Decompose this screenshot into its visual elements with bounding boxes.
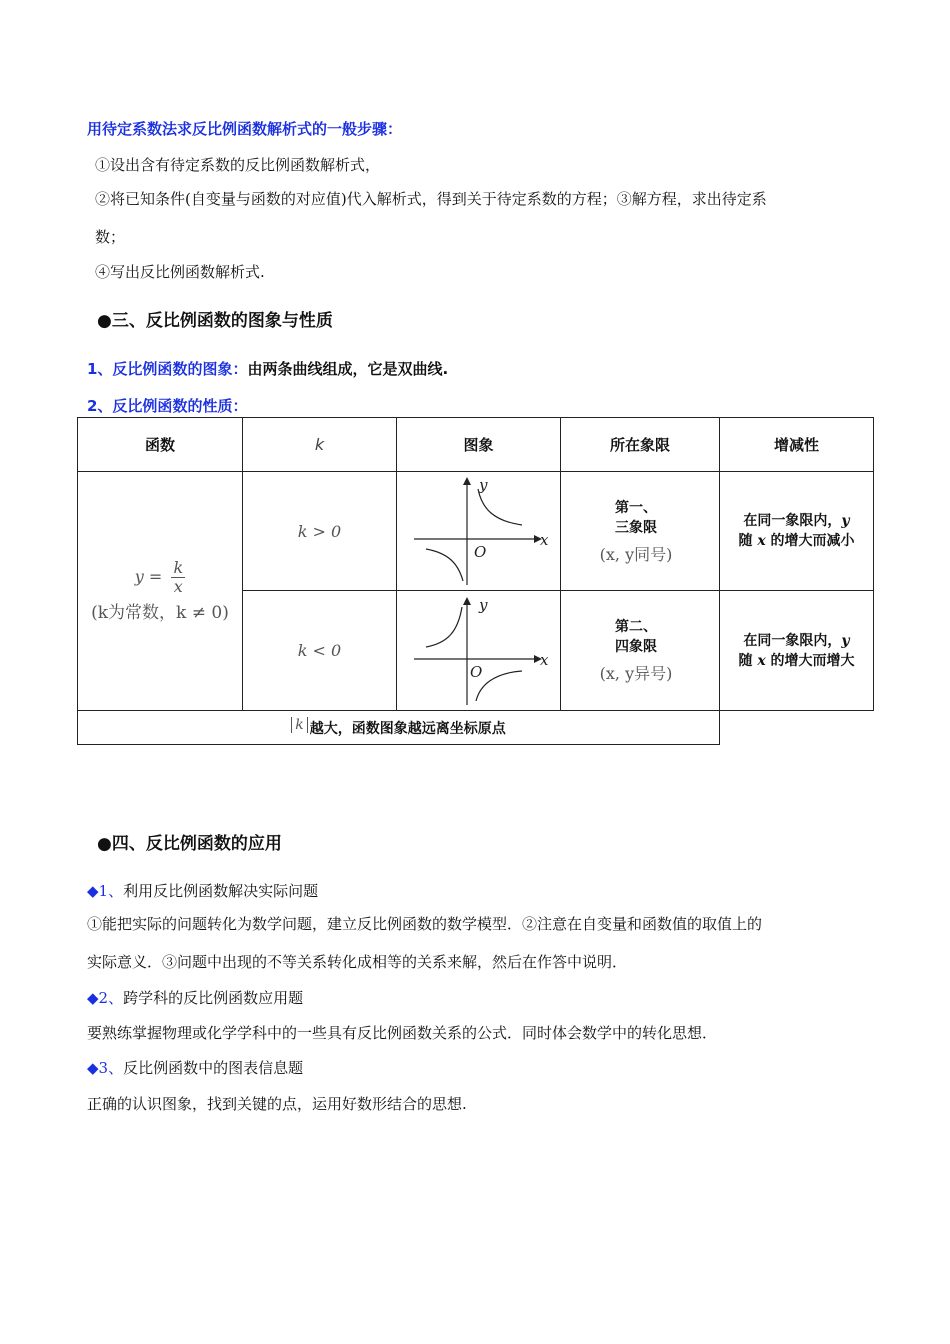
section4-sub1-body-line1: ①能把实际的问题转化为数学问题，建立反比例函数的数学模型．②注意在自变量和函数值的取值上的: [87, 915, 763, 933]
section3-item2-label: 2、反比例函数的性质：: [87, 397, 248, 415]
table-header-row: [78, 418, 874, 472]
quadrant-positive-relation: (x, y同号): [599, 544, 673, 564]
trend-negative-var-x: x: [757, 652, 766, 669]
quadrant-negative-relation: (x, y异号): [599, 664, 673, 683]
quadrant-negative-line1: 第二、: [615, 619, 657, 635]
origin-label: O: [473, 543, 486, 561]
trend-negative-with: 随: [738, 652, 753, 669]
method-step-1: ①设出含有待定系数的反比例函数解析式，: [95, 156, 381, 174]
graph-positive-cell: [397, 472, 561, 591]
quadrant-negative-line2: 四象限: [615, 639, 657, 655]
section4-heading: ●四、反比例函数的应用: [97, 834, 282, 854]
k-negative-cell: k < 0: [243, 591, 397, 711]
section4-sub1: [87, 880, 318, 901]
origin-label: O: [469, 662, 482, 681]
trend-positive-with: 随: [738, 533, 753, 549]
quadrant-positive-line2: 三象限: [615, 519, 657, 536]
abs-k: k: [291, 717, 307, 733]
footer-note-text: 越大，函数图象越远离坐标原点: [309, 721, 506, 737]
k-positive-cell: k > 0: [243, 472, 397, 591]
function-cell: [78, 472, 243, 711]
diamond-icon: ◆2、: [87, 989, 124, 1007]
section3-item1-label: 1、反比例函数的图象：: [87, 360, 248, 378]
section3-item1-text: 由两条曲线组成，它是双曲线.: [247, 360, 449, 378]
axis-y-label: y: [478, 595, 487, 614]
diamond-icon: ◆3、: [87, 1059, 124, 1077]
table-row: [78, 472, 874, 591]
table-footer-row: [78, 711, 874, 745]
trend-negative-suffix: 的增大而增大: [770, 652, 855, 669]
trend-negative-var-y: y: [841, 632, 850, 649]
function-formula: [78, 559, 242, 596]
trend-positive-cell: [720, 472, 874, 591]
branch-q2: [426, 607, 462, 647]
trend-positive-var-x: x: [757, 533, 766, 549]
axis-x-label: x: [539, 650, 548, 669]
section4-sub2-body: 要熟练掌握物理或化学学科中的一些具有反比例函数关系的公式．同时体会数学中的转化思想．: [87, 1024, 718, 1042]
section4-sub3-body: 正确的认识图象，找到关键的点，运用好数形结合的思想.: [87, 1095, 467, 1113]
hyperbola-positive-graph: [404, 473, 554, 585]
branch-q3: [426, 549, 463, 581]
section4-sub2-title: 跨学科的反比例函数应用题: [123, 989, 304, 1007]
section3-heading: ●三、反比例函数的图象与性质: [97, 311, 333, 331]
function-condition: (k为常数，k ≠ 0): [91, 603, 229, 623]
method-step-2-line2: 数；: [95, 228, 126, 246]
fraction-denominator: x: [173, 577, 183, 596]
header-function: 函数: [78, 418, 243, 472]
quadrant-positive-cell: [561, 472, 720, 591]
quadrant-positive-line1: 第一、: [615, 499, 657, 516]
graph-negative-cell: [397, 591, 561, 711]
function-lhs: y =: [134, 567, 163, 586]
section4-sub1-body-line2: 实际意义．③问题中出现的不等关系转化成相等的关系来解，然后在作答中说明．: [87, 953, 628, 971]
header-quadrant: 所在象限: [561, 418, 720, 472]
method-step-3: ④写出反比例函数解析式.: [95, 263, 265, 281]
branch-q1: [478, 489, 522, 525]
section3-item1: [87, 358, 448, 379]
method-step-2-line1: ②将已知条件(自变量与函数的对应值)代入解析式，得到关于待定系数的方程；③解方程，求出待定系: [95, 190, 767, 208]
branch-q4: [476, 671, 522, 701]
axis-x-label: x: [539, 531, 548, 549]
quadrant-negative-cell: [561, 591, 720, 711]
header-k: k: [243, 418, 397, 472]
axis-y-label: y: [478, 476, 487, 494]
trend-positive-suffix: 的增大而减小: [770, 533, 855, 549]
fraction-numerator: k: [173, 558, 184, 577]
section4-sub3: [87, 1057, 303, 1078]
header-graph: 图象: [397, 418, 561, 472]
hyperbola-negative-graph: [404, 593, 554, 705]
method-title: 用待定系数法求反比例函数解析式的一般步骤：: [87, 120, 403, 138]
trend-positive-var-y: y: [841, 513, 850, 529]
footer-note-cell: [78, 711, 720, 745]
diamond-icon: ◆1、: [87, 882, 124, 900]
header-monotonicity: 增减性: [720, 418, 874, 472]
section4-sub1-title: 利用反比例函数解决实际问题: [123, 882, 319, 900]
section4-sub2: [87, 987, 303, 1008]
function-fraction: [171, 559, 185, 596]
trend-negative-prefix: 在同一象限内，: [743, 632, 842, 649]
trend-negative-cell: [720, 591, 874, 711]
trend-positive-prefix: 在同一象限内，: [743, 513, 842, 529]
section4-sub3-title: 反比例函数中的图表信息题: [123, 1059, 304, 1077]
properties-table: [77, 417, 874, 745]
